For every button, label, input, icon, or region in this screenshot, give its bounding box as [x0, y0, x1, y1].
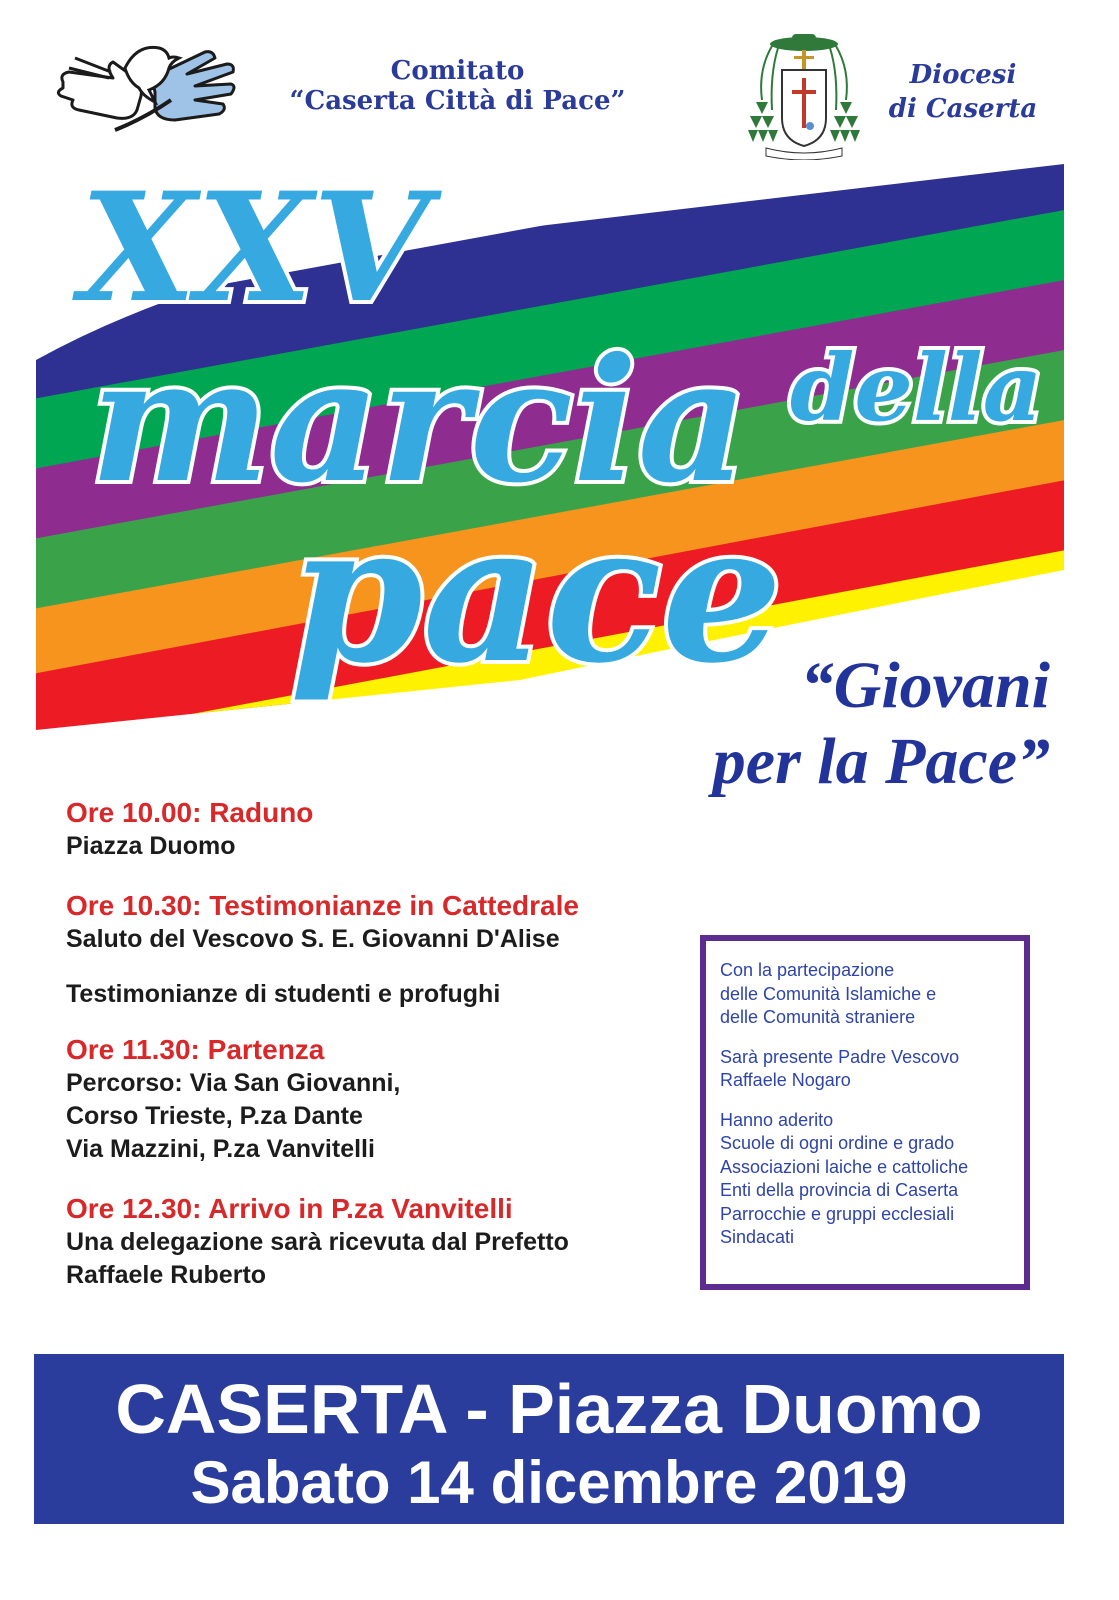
schedule-detail: Testimonianze di studenti e profughi	[66, 980, 501, 1008]
event-schedule	[66, 796, 706, 1292]
diocese-name	[868, 58, 1058, 126]
schedule-detail: Corso Trieste, P.za Dante	[66, 1102, 363, 1130]
slogan-line-2: per la Pace”	[712, 725, 1050, 798]
schedule-time: Ore 11.30: Partenza	[66, 1034, 325, 1065]
dove-hands-logo	[55, 38, 240, 138]
info-line: delle Comunità straniere	[720, 1007, 916, 1027]
title-numeral: XXV	[80, 160, 430, 336]
schedule-detail: Via Mazzini, P.za Vanvitelli	[66, 1135, 375, 1163]
info-line: Con la partecipazione	[720, 960, 895, 980]
info-line: Scuole di ogni ordine e grado	[720, 1133, 955, 1153]
info-paragraph-adherents	[720, 1109, 1024, 1250]
schedule-time: Ore 10.00: Raduno	[66, 797, 314, 828]
info-line: Parrocchie e gruppi ecclesiali	[720, 1203, 955, 1224]
dove-hands-icon	[55, 38, 240, 138]
info-line: Enti della provincia di Caserta	[720, 1180, 959, 1200]
diocese-crest	[748, 30, 860, 160]
schedule-time: Ore 12.30: Arrivo in P.za Vanvitelli	[66, 1193, 513, 1224]
schedule-detail: Piazza Duomo	[66, 832, 236, 860]
participation-info-box	[700, 935, 1030, 1290]
schedule-detail: Saluto del Vescovo S. E. Giovanni D'Alise	[66, 925, 560, 953]
title-word-marcia: marcia	[90, 321, 748, 521]
event-location: CASERTA - Piazza Duomo	[115, 1370, 983, 1448]
info-line: Associazioni laiche e cattoliche	[720, 1156, 969, 1177]
diocese-line-2: di Caserta	[888, 94, 1038, 124]
schedule-detail: Raffaele Ruberto	[66, 1261, 267, 1289]
episcopal-crest-icon	[748, 30, 860, 160]
info-line: Sarà presente Padre Vescovo	[720, 1046, 960, 1067]
location-date-banner	[34, 1354, 1064, 1524]
schedule-item	[66, 796, 706, 863]
title-word-pace: pace	[290, 482, 783, 705]
committee-name	[255, 56, 660, 116]
schedule-time: Ore 10.30: Testimonianze in Cattedrale	[66, 890, 579, 921]
info-paragraph-bishop	[720, 1046, 1024, 1093]
info-line: Hanno aderito	[720, 1109, 834, 1130]
schedule-item	[66, 1033, 706, 1166]
schedule-item	[66, 1192, 706, 1292]
event-date: Sabato 14 dicembre 2019	[190, 1449, 908, 1516]
schedule-item	[66, 889, 706, 1011]
diocese-line-1: Diocesi	[909, 60, 1017, 90]
schedule-detail: Percorso: Via San Giovanni,	[66, 1069, 401, 1097]
info-line: delle Comunità Islamiche e	[720, 983, 937, 1004]
title-word-della: della	[790, 334, 1043, 442]
schedule-detail: Una delegazione sarà ricevuta dal Prefetto	[66, 1228, 569, 1256]
committee-line-1: Comitato	[390, 56, 525, 86]
info-line: Sindacati	[720, 1227, 795, 1247]
info-line: Raffaele Nogaro	[720, 1070, 851, 1090]
slogan-line-1: “Giovani	[800, 649, 1050, 722]
info-paragraph-participation	[720, 959, 1024, 1030]
committee-line-2: “Caserta Città di Pace”	[289, 86, 626, 116]
